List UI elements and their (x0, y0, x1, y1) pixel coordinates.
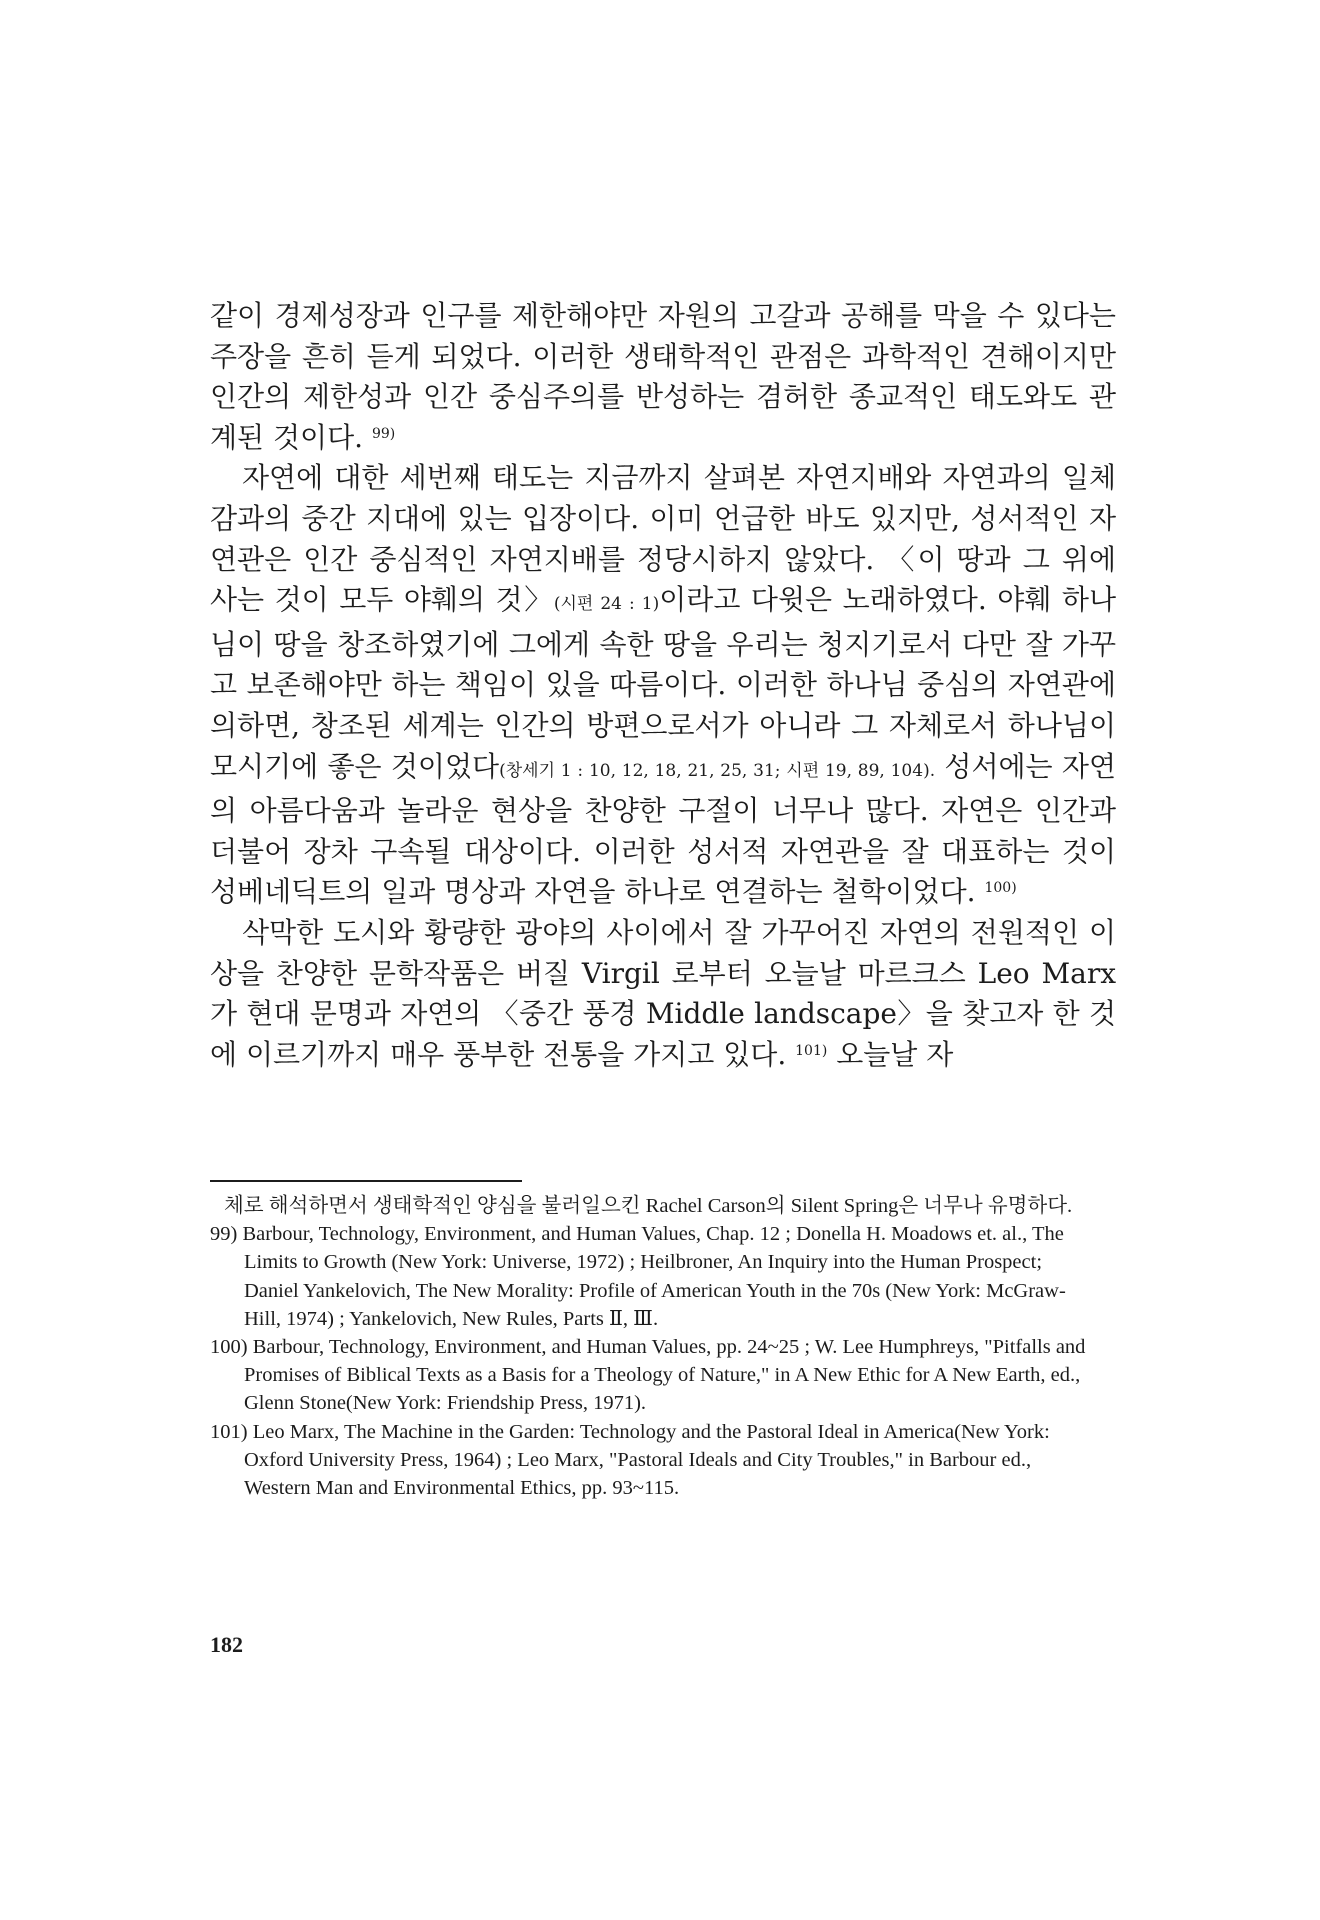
footnote-continuation: 체로 해석하면서 생태학적인 양심을 불러일으킨 Rachel Carson의 Silent Spring은 너무나 유명하다. (224, 1195, 1073, 1217)
footnote-101: 101) Leo Marx, The Machine in the Garden: Technology and the Pastoral Ideal in America(New York: Oxford University Press, 1964) ; Leo Marx, "Pastoral Ideals and City Troubles," in Barbour ed., Western Man and Environmental Ethics, pp. 93~115. (210, 1420, 1050, 1500)
paragraph-3-text: 삭막한 도시와 황량한 광야의 사이에서 잘 가꾸어진 자연의 전원적인 이상을 찬양한 문학작품은 버질 Virgil 로부터 오늘날 마르크스 Leo Marx가 현대 문명과 자연의 〈중간 풍경 Middle landscape〉을 찾고자 한 것에 이르기까지 매우 풍부한 전통을 가지고 있다. (210, 915, 1116, 1071)
main-text (210, 296, 1116, 1075)
paragraph-2-text-a: 자연에 대한 세번째 태도는 지금까지 살펴본 자연지배와 자연과의 일체감과의 중간 지대에 있는 입장이다. 이미 언급한 바도 있지만, 성서적인 자연관은 인간 중심적인 자연지배를 정당시하지 않았다. 〈이 땅과 그 위에 사는 것이 모두 야훼의 것〉 (210, 461, 1116, 617)
footnote-99: 99) Barbour, Technology, Environment, and Human Values, Chap. 12 ; Donella H. Moadows et. al., The Limits to Growth (New York: Universe, 1972) ; Heilbroner, An Inquiry into the Human Prospect; Daniel Yankelovich, The New Morality: Profile of American Youth in the 70s (New York: McGraw-Hill, 1974) ; Yankelovich, New Rules, Parts Ⅱ, Ⅲ. (210, 1223, 1066, 1330)
scripture-ref-psalm: (시편 24 : 1) (553, 594, 660, 615)
paragraph-3-tail: 오늘날 자 (827, 1037, 954, 1071)
paragraph-2-text-c: 성서에는 자연의 아름다움과 놀라운 현상을 찬양한 구절이 너무나 많다. 자연은 인간과 더불어 장차 구속될 대상이다. 이러한 성서적 자연관을 잘 대표하는 것이 성베네딕트의 일과 명상과 자연을 하나로 연결하는 철학이었다. (210, 749, 1116, 909)
footnote-ref-101: 101) (795, 1042, 828, 1059)
footnote-ref-100: 100) (984, 880, 1017, 897)
footnote-divider (210, 1180, 522, 1182)
footnotes (210, 1192, 1090, 1502)
scripture-ref-genesis: (창세기 1 : 10, 12, 18, 21, 25, 31; 시편 19, 89, 104). (499, 760, 936, 781)
page-number: 182 (210, 1632, 243, 1657)
paragraph-2-text-b: 이라고 다윗은 노래하였다. 야훼 하나님이 땅을 창조하였기에 그에게 속한 땅을 우리는 청지기로서 다만 잘 가꾸고 보존해야만 하는 책임이 있을 따름이다. 이러한 하나님 중심의 자연관에 의하면, 창조된 세계는 인간의 방편으로서가 아니라 그 자체로서 하나님이 모시기에 좋은 것이었다 (210, 583, 1116, 783)
paragraph-1 (210, 296, 1116, 458)
paragraph-3 (210, 913, 1116, 1075)
paragraph-2 (210, 458, 1116, 913)
footnote-100: 100) Barbour, Technology, Environment, and Human Values, pp. 24~25 ; W. Lee Humphreys, "Pitfalls and Promises of Biblical Texts as a Basis for a Theology of Nature," in A New Ethic for A New Earth, ed., Glenn Stone(New York: Friendship Press, 1971). (210, 1336, 1086, 1415)
paragraph-1-text: 같이 경제성장과 인구를 제한해야만 자원의 고갈과 공해를 막을 수 있다는 주장을 흔히 듣게 되었다. 이러한 생태학적인 관점은 과학적인 견해이지만 인간의 제한성과 인간 중심주의를 반성하는 겸허한 종교적인 태도와도 관계된 것이다. (210, 299, 1116, 454)
footnote-ref-99: 99) (371, 425, 396, 442)
